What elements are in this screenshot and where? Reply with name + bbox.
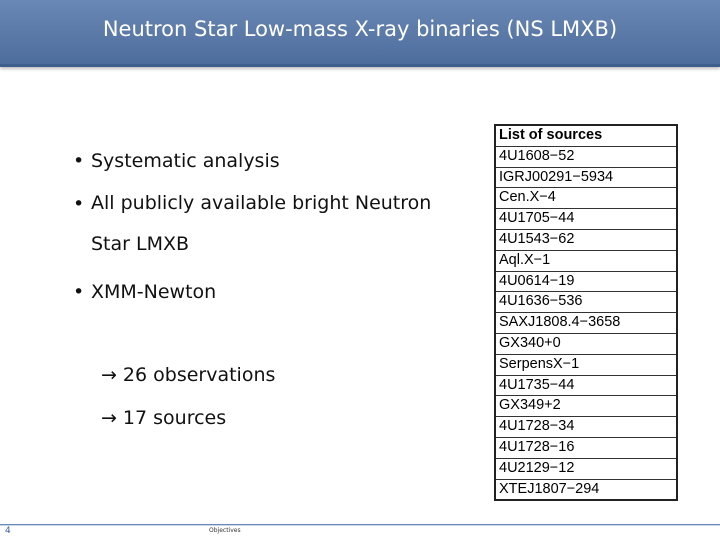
slide-title: Neutron Star Low-mass X-ray binaries (NS LMXB) [102,17,618,41]
table-row: 4U2129−12 [496,458,676,479]
bullet-dot: • [73,150,85,172]
footer-label: Objectives [209,527,241,534]
bullet-text: XMM-Newton [91,281,217,303]
arrow-line-sources [101,407,226,429]
table-row: 4U1728−16 [496,437,676,458]
table-row: IGRJ00291−5934 [496,167,676,188]
bullet-item [73,279,216,305]
table-row: Aql.X−1 [496,250,676,271]
bullet-item [73,148,280,174]
bullet-dot: • [73,193,85,215]
table-row: GX349+2 [496,396,676,417]
arrow-icon: → [101,364,117,386]
table-row: 4U1636−536 [496,292,676,313]
table-row: 4U1728−34 [496,417,676,438]
table-row: 4U1608−52 [496,146,676,167]
page-number: 4 [5,526,11,536]
table-row: 4U1543−62 [496,229,676,250]
table-row: GX340+0 [496,333,676,354]
slide-header [0,0,720,67]
arrow-line-text: 17 sources [122,407,227,429]
table-row: 4U1705−44 [496,209,676,230]
footer-divider-light [0,525,720,526]
arrow-icon: → [101,407,117,429]
bullet-item [73,191,453,265]
table-row: 4U0614−19 [496,271,676,292]
arrow-line-observations [101,364,275,386]
table-row: SerpensX−1 [496,354,676,375]
bullet-dot: • [73,281,85,303]
table-row: 4U1735−44 [496,375,676,396]
bullet-text: All publicly available bright Neutron Star LMXB [91,192,432,255]
sources-table [494,124,678,501]
table-row: SAXJ1808.4−3658 [496,313,676,334]
sources-table-header: List of sources [496,126,676,146]
bullet-text: Systematic analysis [91,150,280,172]
arrow-line-text: 26 observations [122,364,276,386]
table-row: XTEJ1807−294 [499,480,600,497]
table-row: Cen.X−4 [496,188,676,209]
